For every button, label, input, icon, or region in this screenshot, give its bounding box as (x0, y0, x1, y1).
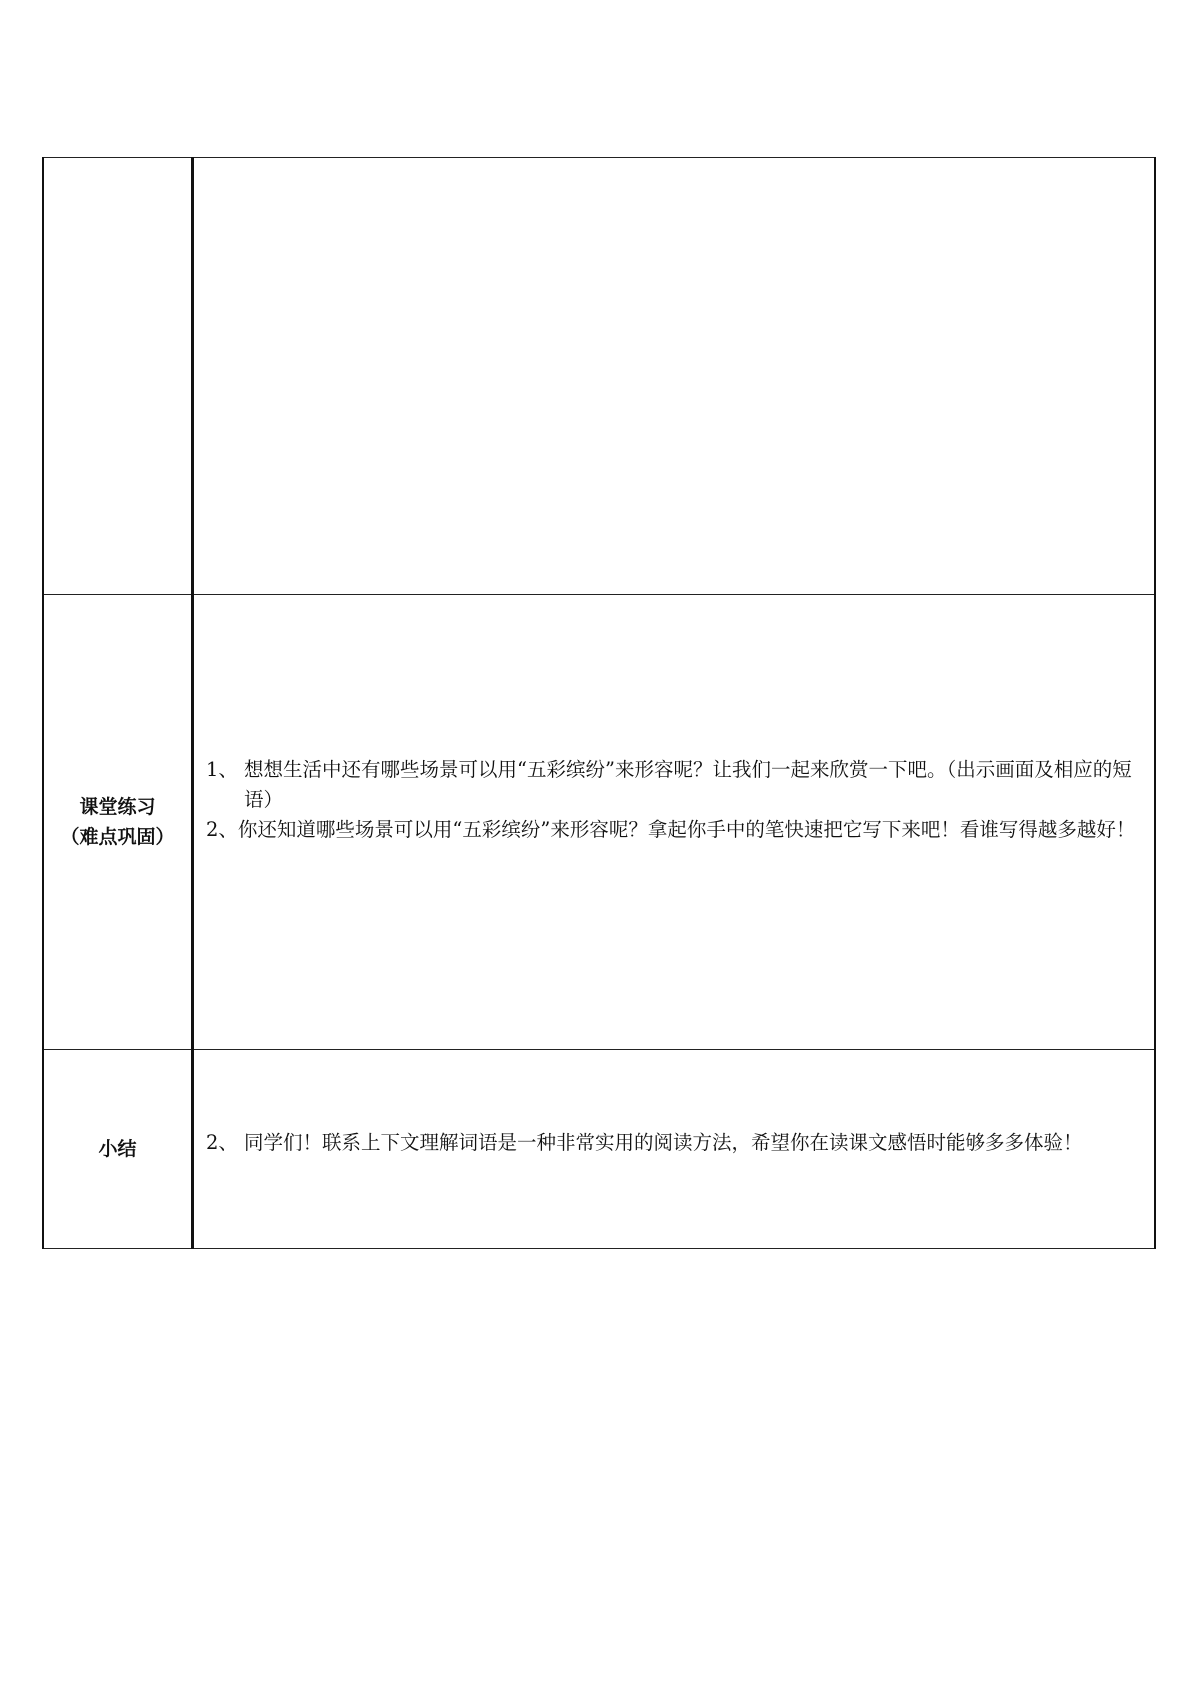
summary-content (194, 1128, 1154, 1158)
label-line: 小结 (98, 1138, 137, 1160)
row-content-cell (193, 595, 1156, 1050)
row-label-cell (43, 1050, 193, 1249)
row-label (44, 1134, 191, 1164)
label-line: 课堂练习 (79, 796, 156, 818)
row-content-cell (193, 158, 1156, 595)
lesson-plan-table (42, 157, 1156, 1249)
item-number: 1、 (206, 758, 238, 781)
item-text: 同学们！联系上下文理解词语是一种非常实用的阅读方法，希望你在读课文感悟时能够多多体验！ (244, 1131, 1083, 1154)
practice-item-2 (206, 815, 1142, 845)
row-label-cell (43, 595, 193, 1050)
row-label (44, 792, 191, 852)
row-label-cell (43, 158, 193, 595)
table-row-classroom-practice (43, 595, 1155, 1050)
item-text: 想想生活中还有哪些场景可以用“五彩缤纷”来形容呢？让我们一起来欣赏一下吧。（出示画面及相应的短语） (244, 758, 1132, 811)
practice-content (194, 755, 1154, 845)
table-row-empty (43, 158, 1155, 595)
summary-item (206, 1128, 1142, 1158)
table-row-summary (43, 1050, 1155, 1249)
item-text: 2、你还知道哪些场景可以用“五彩缤纷”来形容呢？拿起你手中的笔快速把它写下来吧！看谁写得越多越好！ (206, 818, 1136, 841)
practice-item-1 (206, 755, 1142, 815)
label-line: （难点巩固） (60, 826, 175, 848)
row-content-cell (193, 1050, 1156, 1249)
item-number: 2、 (206, 1131, 238, 1154)
